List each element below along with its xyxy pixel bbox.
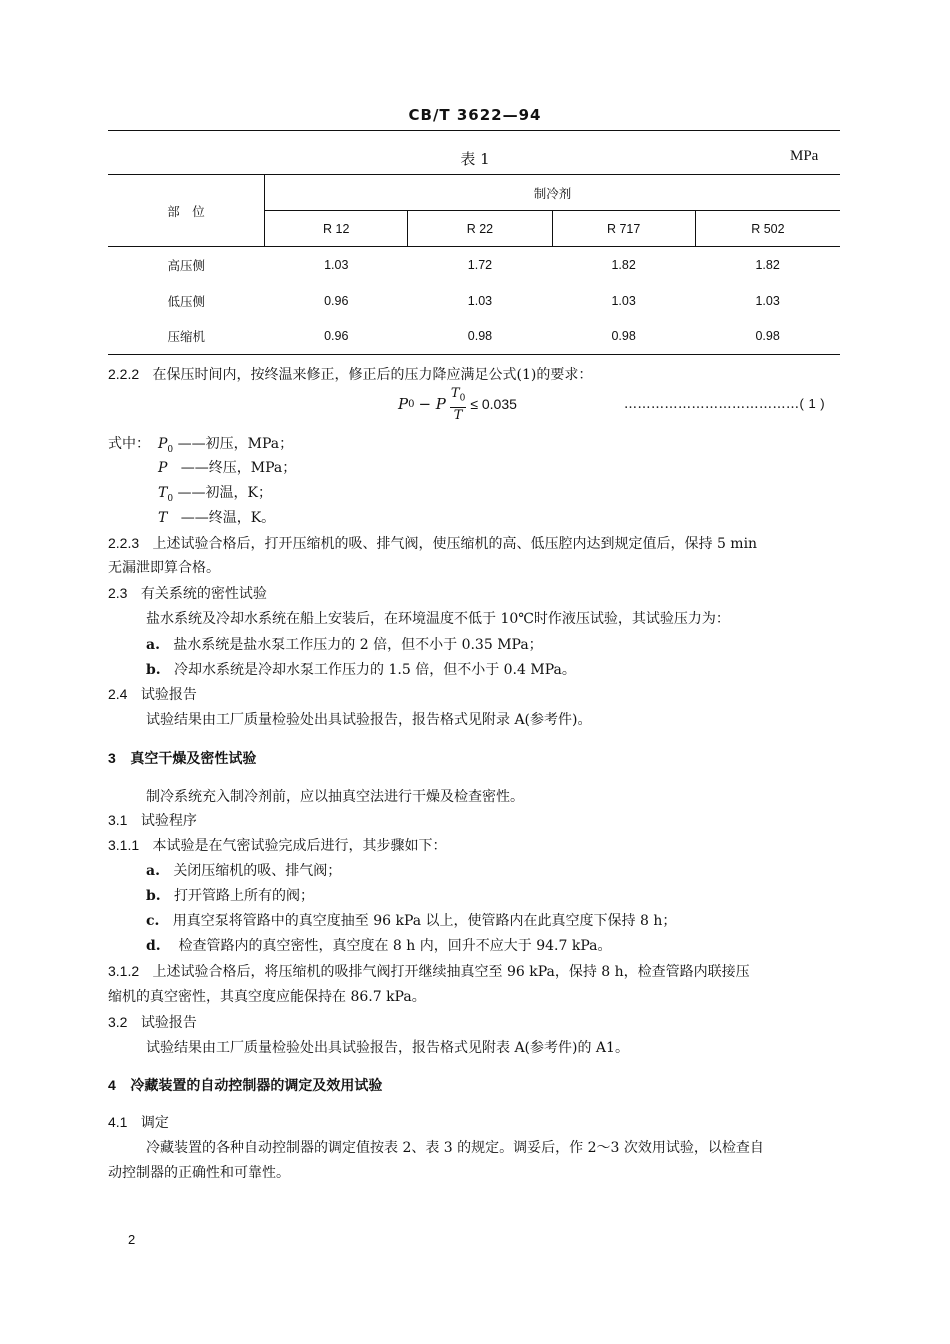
list-mark: b.: [146, 662, 161, 678]
numerator-symbol: T: [450, 386, 460, 401]
table-cell: 1.82: [552, 247, 695, 283]
legend-symbol: T: [158, 485, 168, 501]
section-title: 真空干燥及密性试验: [130, 751, 257, 767]
clause-3-2: [108, 1012, 197, 1032]
fraction-denominator: T: [453, 407, 463, 423]
clause-2-3: [108, 583, 267, 603]
column-header-r12: R 12: [265, 211, 408, 247]
table-cell: 1.03: [467, 293, 493, 308]
list-mark: d.: [146, 938, 161, 954]
table-cell: 0.98: [408, 319, 552, 355]
row-header-cell: 部 位: [108, 175, 265, 247]
formula-1: [398, 386, 517, 423]
table-cell: 0.96: [324, 293, 349, 308]
clause-text: 本试验是在气密试验完成后进行，其步骤如下：: [152, 838, 447, 854]
page-number: 2: [128, 1232, 136, 1247]
legend-item: [158, 507, 275, 527]
legend-item: [158, 433, 293, 455]
row-label: 高压侧: [108, 247, 265, 283]
row-label: 低压侧: [167, 293, 206, 309]
clause-2-2-2: [108, 364, 592, 384]
table-caption: 表 1: [460, 150, 490, 168]
clause-text: 在保压时间内，按终温来修正，修正后的压力降应满足公式(1)的要求：: [152, 367, 593, 383]
header-rule: [108, 130, 840, 131]
column-header-r502: R 502: [695, 211, 840, 247]
refrigerant-pressure-table: [108, 174, 840, 355]
list-mark: b.: [146, 888, 161, 904]
clause-paragraph: 冷藏装置的各种自动控制器的调定值按表 2、表 3 的规定。调妥后，作 2～3 次效用试验，以检查自: [146, 1140, 764, 1156]
section-4-heading: [108, 1075, 382, 1095]
clause-number: 2.4: [108, 686, 128, 702]
column-header-r22: R 22: [408, 211, 552, 247]
list-item: [146, 935, 611, 955]
list-item: [146, 910, 676, 930]
formula-number: ( 1 ): [799, 396, 826, 411]
table-cell: 0.98: [695, 319, 840, 355]
clause-3-1: [108, 810, 197, 830]
numerator-sub: 0: [459, 393, 466, 404]
legend-sub: 0: [167, 493, 174, 504]
table-cell: 0.98: [552, 319, 695, 355]
formula-leader-dots: [624, 396, 825, 412]
clause-paragraph: 试验结果由工厂质量检验处出具试验报告，报告格式见附表 A(参考件)的 A1。: [146, 1040, 629, 1056]
table-cell: 1.82: [695, 247, 840, 283]
clause-number: 3.1.1: [108, 837, 140, 853]
list-text: 用真空泵将管路中的真空度抽至 96 kPa 以上，使管路内在此真空度下保持 8 h；: [172, 913, 677, 929]
row-label: 压缩机: [108, 319, 265, 355]
legend-symbol: P: [158, 460, 168, 476]
table-cell: 1.03: [611, 293, 636, 308]
clause-text-continued: 缩机的真空密性，其真空度应能保持在 86.7 kPa。: [108, 989, 426, 1005]
section-number: 4: [108, 1077, 116, 1093]
section-3-heading: [108, 748, 256, 768]
clause-title: 试验报告: [140, 1015, 197, 1031]
formula-p: P: [398, 395, 409, 414]
clause-text: 上述试验合格后，将压缩机的吸排气阀打开继续抽真空至 96 kPa，保持 8 h，检查管路内联接压: [152, 964, 750, 980]
column-header-r717: R 717: [552, 211, 695, 247]
clause-number: 3.1.2: [108, 963, 140, 979]
legend-desc: ——终压，MPa；: [180, 460, 297, 476]
table-row: [108, 319, 840, 355]
clause-number: 2.3: [108, 585, 128, 601]
list-text: 检查管路内的真空密性，真空度在 8 h 内，回升不应大于 94.7 kPa。: [178, 938, 612, 954]
clause-2-4: [108, 684, 197, 704]
clause-title: 有关系统的密性试验: [140, 586, 267, 602]
clause-title: 试验程序: [140, 813, 197, 829]
table-row: [108, 283, 840, 319]
clause-2-2-3: [108, 533, 757, 553]
table-cell: 1.72: [408, 247, 552, 283]
formula-legend-title: 式中：: [108, 436, 150, 452]
leader-dots: …………………………………: [624, 397, 800, 412]
legend-item: [158, 457, 296, 477]
table-cell: 1.03: [755, 293, 780, 308]
legend-desc: ——初温，K；: [177, 485, 272, 501]
document-code-header: CB/T 3622—94: [408, 106, 542, 124]
formula-rhs: ≤ 0.035: [470, 396, 517, 413]
group-header-cell: 制冷剂: [265, 175, 840, 211]
clause-number: 4.1: [108, 1114, 128, 1130]
list-item: [146, 860, 341, 880]
clause-3-1-2: [108, 961, 750, 981]
table-header-row-1: [108, 175, 840, 211]
formula-minus-p: − P: [418, 395, 446, 414]
formula-p-sub: 0: [408, 398, 415, 410]
table-row: [108, 247, 840, 283]
legend-symbol: P: [158, 436, 168, 452]
clause-text: 上述试验合格后，打开压缩机的吸、排气阀，使压缩机的高、低压腔内达到规定值后，保持 5 min: [152, 536, 758, 552]
legend-desc: ——初压，MPa；: [177, 436, 294, 452]
table-cell: 1.03: [265, 247, 408, 283]
table-unit: MPa: [790, 148, 819, 164]
legend-sub: 0: [167, 444, 174, 455]
list-text: 打开管路上所有的阀；: [174, 888, 315, 904]
list-item: [146, 885, 314, 905]
clause-paragraph: 盐水系统及冷却水系统在船上安装后，在环境温度不低于 10℃时作液压试验，其试验压力为：: [146, 611, 730, 627]
clause-paragraph: 试验结果由工厂质量检验处出具试验报告，报告格式见附录 A(参考件)。: [146, 712, 592, 728]
clause-number: 3.1: [108, 812, 128, 828]
clause-number: 3.2: [108, 1014, 128, 1030]
legend-symbol: T: [158, 510, 168, 526]
legend-desc: ——终温，K。: [180, 510, 276, 526]
formula-fraction: [450, 386, 466, 423]
clause-4-1: [108, 1112, 169, 1132]
fraction-numerator: [450, 386, 466, 408]
clause-number: 2.2.2: [108, 366, 140, 382]
table-cell: 0.96: [265, 319, 408, 355]
clause-number: 2.2.3: [108, 535, 140, 551]
list-mark: a.: [146, 637, 160, 653]
clause-text-continued: 无漏泄即算合格。: [108, 560, 220, 576]
list-mark: a.: [146, 863, 160, 879]
clause-3-1-1: [108, 835, 447, 855]
legend-item: [158, 482, 272, 504]
list-text: 关闭压缩机的吸、排气阀；: [173, 863, 342, 879]
clause-title: 调定: [140, 1115, 169, 1131]
section-title: 冷藏装置的自动控制器的调定及效用试验: [130, 1078, 383, 1094]
clause-paragraph: 制冷系统充入制冷剂前，应以抽真空法进行干燥及检查密性。: [146, 789, 524, 805]
clause-title: 试验报告: [140, 687, 197, 703]
clause-text-continued: 动控制器的正确性和可靠性。: [108, 1165, 290, 1181]
list-item: [146, 659, 576, 679]
list-mark: c.: [146, 913, 160, 929]
section-number: 3: [108, 750, 116, 766]
list-item: [146, 634, 543, 654]
list-text: 盐水系统是盐水泵工作压力的 2 倍，但不小于 0.35 MPa；: [173, 637, 543, 653]
list-text: 冷却水系统是冷却水泵工作压力的 1.5 倍，但不小于 0.4 MPa。: [174, 662, 576, 678]
